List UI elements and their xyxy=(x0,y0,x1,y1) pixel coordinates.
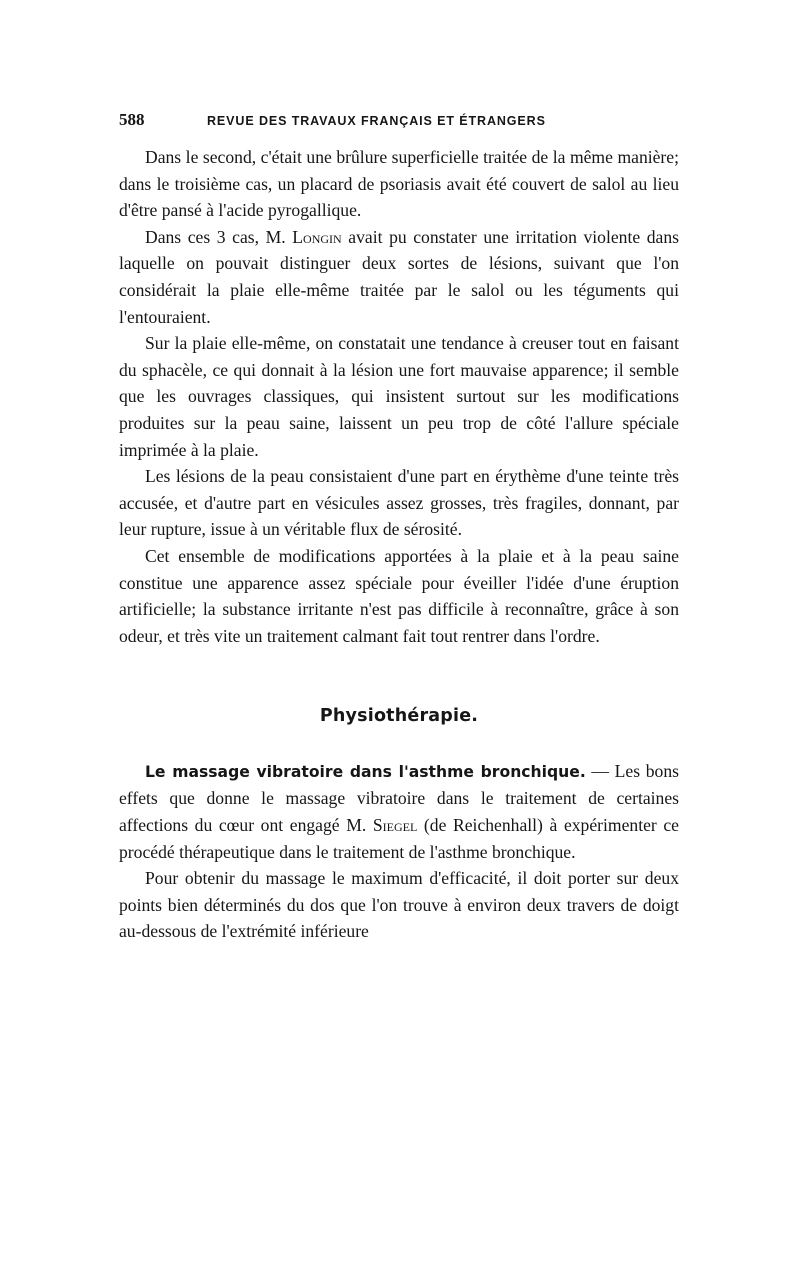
paragraph: Dans le second, c'était une brûlure superficielle traitée de la même manière; dans le troisième cas, un placard de psoriasis avait été couvert de salol au lieu d'être pansé à l'acide pyrogallique. xyxy=(119,147,679,221)
text-run: — Les bons effets que donne le massage vibratoire dans le traitement de certaines affections du cœur ont engagé M. xyxy=(119,760,679,836)
author-name: Siegel xyxy=(372,815,418,836)
body-text xyxy=(119,144,679,945)
paragraph: Cet ensemble de modifications apportées à la plaie et à la peau saine constitue une apparence assez spéciale pour éveiller l'idée d'une éruption artificielle; la substance irritante n'est pas difficile à reconnaître, grâce à son odeur, et très vite un traitement calmant fait tout rentrer dans l'ordre. xyxy=(119,545,679,646)
document-page xyxy=(119,110,679,945)
section-title: Physiothérapie. xyxy=(319,706,479,727)
text-run: avait pu constater une irritation violente dans laquelle on pouvait distinguer deux sortes de lésions, suivant que l'on considérait la plaie elle-même traitée par le salol ou les téguments qui l'entouraient. xyxy=(119,226,679,327)
paragraph: Sur la plaie elle-même, on constatait une tendance à creuser tout en faisant du sphacèle, ce qui donnait à la lésion une fort mauvaise apparence; il semble que les ouvrages classiques, qui insistent surtout sur les modifications produites sur la peau saine, laissent un peu trop de côté l'allure spéciale imprimée à la plaie. xyxy=(119,333,679,460)
running-title: REVUE DES TRAVAUX FRANÇAIS ET ÉTRANGERS xyxy=(207,114,546,128)
paragraph xyxy=(119,224,679,330)
page-number: 588 xyxy=(119,110,145,129)
text-run: Dans ces 3 cas, M. xyxy=(145,226,293,247)
author-name: Longin xyxy=(292,226,342,247)
paragraph xyxy=(119,758,679,865)
paragraph: Les lésions de la peau consistaient d'une part en érythème d'une teinte très accusée, et d'autre part en vésicules assez grosses, très fragiles, donnant, par leur rupture, issue à un véritable flux de sérosité. xyxy=(119,466,679,540)
text-run: (de Reichenhall) à expérimenter ce procédé thérapeutique dans le traitement de l'asthme bronchique. xyxy=(119,815,679,862)
subsection-heading: Le massage vibratoire dans l'asthme bronchique. xyxy=(145,762,586,781)
page-header xyxy=(119,110,679,144)
paragraph: Pour obtenir du massage le maximum d'efficacité, il doit porter sur deux points bien déterminés du dos que l'on trouve à environ deux travers de doigt au-dessous de l'extrémité inférieure xyxy=(119,868,679,942)
